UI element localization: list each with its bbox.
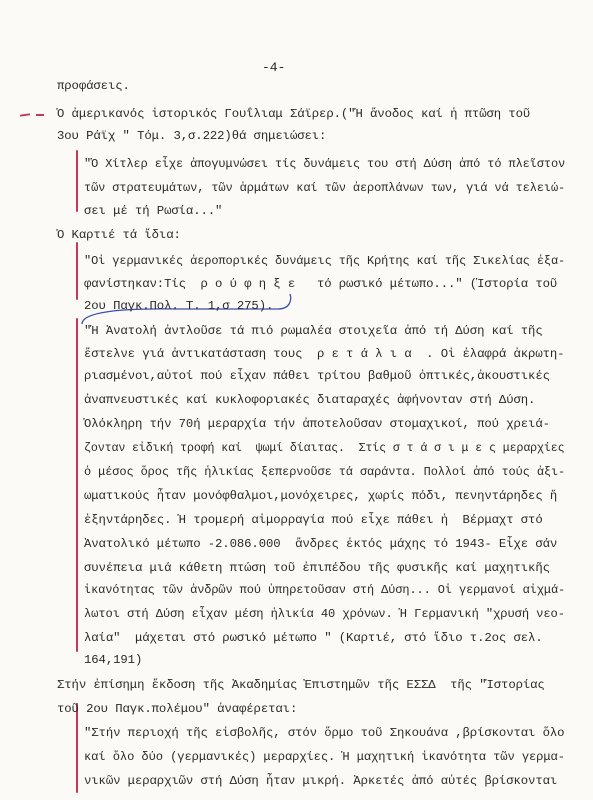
text-line: καί ὅλο δύο (γερμανικές) μεραρχίες. Ἡ μαχητική ἱκανότητα τῶν γερμα- [84, 750, 565, 764]
text-line: ἑξηντάρηδες. Ἡ τρομερή αἱμορραγία πού εἶχε πάθει ἡ Βέρμαχτ στό [84, 513, 543, 527]
text-line: τῶν στρατευμάτων, τῶν ἁρμάτων καί τῶν ἀεροπλάνων των, γιά νά τελειώ- [84, 181, 566, 195]
text-line: Ὁ Καρτιέ τά ἴδια: [57, 228, 181, 242]
text-line: συνέπεια μιά κάθετη πτώση τοῦ ἐπιπέδου τῆς φυσικῆς καί μαχητικῆς [84, 561, 550, 575]
text-line: "Στήν περιοχή τῆς εἰσβολῆς, στόν ὅρμο τοῦ Σηκουάνα ,βρίσκονται ὅλο [84, 726, 565, 740]
text-line: σει μέ τή Ρωσία..." [84, 204, 223, 218]
text-line: τοῦ 2ου Παγκ.πολέμου" ἀναφέρεται: [57, 702, 298, 716]
text-line: φανίστηκαν:Τίς ρ ο ύ φ η ξ ε τό ρωσικό μέτωπο..." (Ἱστορία τοῦ [84, 277, 558, 291]
text-line: "Ἡ Ἀνατολή ἀντλοῦσε τά πιό ρωμαλέα στοιχεῖα ἀπό τή Δύση καί τῆς [84, 324, 543, 338]
text-line: ζονταν εἰδική τροφή καί ψωμί δίαιτας. Στίς σ τ ά σ ι μ ε ς μεραρχίες [84, 441, 565, 455]
text-line: Ὁ ἀμερικανός ἱστορικός Γουΐλιαμ Σάϊρερ.("Ἡ ἄνοδος καί ἡ πτῶση τοῦ [57, 107, 531, 121]
text-line: λαία" μάχεται στό ρωσικό μέτωπο " (Καρτιέ, στό ἴδιο τ.2ος σελ. [84, 631, 543, 645]
text-line: λωτοι στή Δύση εἶχαν μέση ἡλικία 40 χρόνων. Ἡ Γερμανική "χρυσή νεο- [84, 607, 565, 621]
text-line: ὁ μέσος ὅρος τῆς ἡλικίας ξεπερνοῦσε τά σαράντα. Πολλοί ἀπό τούς ἀξι- [84, 465, 566, 479]
text-line: Στήν ἐπίσημη ἔκδοση τῆς Ἀκαδημίας Ἐπιστημῶν τῆς ΕΣΣΔ τῆς "Ἱστορίας [57, 678, 545, 692]
text-line: Ὁλόκληρη τήν 70ή μεραρχία τήν ἀποτελοῦσαν στομαχικοί, πού χρειά- [84, 417, 550, 431]
text-line: 3ου Ράϊχ " Τόμ. 3,σ.222)θά σημειώσει: [57, 129, 327, 143]
text-line: νικῶν μεραρχιῶν στή Δύση ἦταν μικρή. Ἀρκετές ἀπό αὐτές βρίσκονται [84, 774, 558, 788]
text-line: ριασμένοι,αὐτοί πού εἶχαν πάθει τρίτου βαθμοῦ ὀπτικές,ἀκουστικές [84, 369, 550, 383]
text-line: "Οἱ γερμανικές ἀεροπορικές δυνάμεις τῆς Κρήτης καί τῆς Σικελίας ἐξα- [84, 254, 566, 268]
text-line: ἔστελνε γιά ἀντικατάσταση τους ρ ε τ ά λ ι α . Οἱ ἐλαφρά ἀκρωτη- [84, 347, 565, 361]
page-number: -4- [262, 60, 286, 75]
text-line: Ἀνατολικό μέτωπο -2.086.000 ἄνδρες ἐκτός μάχης τό 1943- Εἶχε σάν [84, 537, 558, 551]
text-line: ἱκανότητας τῶν ἀνδρῶν πού ὑπηρετοῦσαν στή Δύση... Οἱ γερμανοί αἰχμά- [84, 583, 566, 597]
text-line: ἀναπνευστικές καί κυκλοφοριακές διαταραχές ἀφήνονταν στή Δύση. [84, 393, 536, 407]
text-line: ωματικούς ἦταν μονόφθαλμοι,μονόχειρες, χωρίς πόδι, πενηντάρηδες ἤ [84, 489, 558, 503]
text-line: προφάσεις. [57, 79, 130, 93]
text-line: 164,191) [84, 653, 143, 667]
text-line: 2ου Παγκ.Πολ. Τ. 1,σ 275). [84, 299, 274, 313]
text-line: "Ὁ Χίτλερ εἶχε ἀπογυμνώσει τίς δυνάμεις του στή Δύση ἀπό τό πλεῖστον [84, 157, 566, 171]
